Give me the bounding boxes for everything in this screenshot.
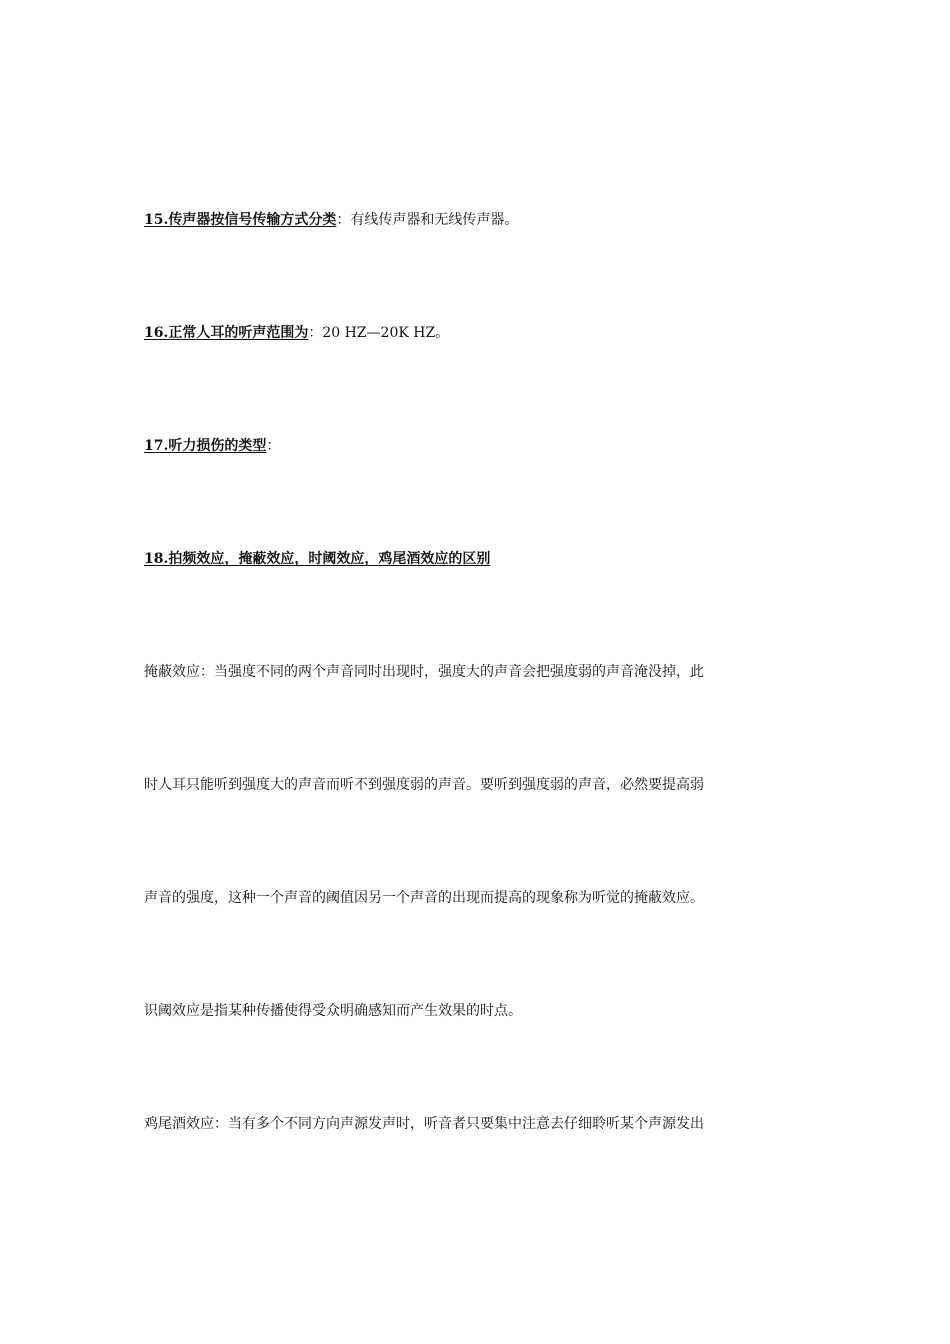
item-answer: ：20 HZ—20K HZ。: [308, 325, 450, 341]
item-answer: ：有线传声器和无线传声器。: [336, 212, 519, 228]
item-heading: 16.正常人耳的听声范围为: [144, 325, 309, 341]
item-16: [144, 323, 824, 343]
paragraph-line: 声音的强度，这种一个声音的阈值因另一个声音的出现而提高的现象称为听觉的掩蔽效应。: [144, 890, 704, 906]
paragraph-line: 鸡尾酒效应：当有多个不同方向声源发声时，听音者只要集中注意去仔细聆听某个声源发出: [144, 1116, 704, 1132]
item-15: [144, 210, 824, 230]
item-answer: ：: [266, 438, 281, 454]
item-18: [144, 549, 824, 569]
item-17: [144, 436, 824, 456]
paragraph-line: 识阈效应是指某种传播使得受众明确感知而产生效果的时点。: [144, 1003, 522, 1019]
paragraph-line: 掩蔽效应：当强度不同的两个声音同时出现时，强度大的声音会把强度弱的声音淹没掉，此: [144, 664, 704, 680]
paragraph-line: 时人耳只能听到强度大的声音而听不到强度弱的声音。要听到强度弱的声音，必然要提高弱: [144, 777, 704, 793]
item-heading: 17.听力损伤的类型: [144, 438, 267, 454]
item-heading: 15.传声器按信号传输方式分类: [144, 212, 337, 228]
item-heading: 18.拍频效应，掩蔽效应，时阈效应，鸡尾酒效应的区别: [144, 551, 491, 567]
